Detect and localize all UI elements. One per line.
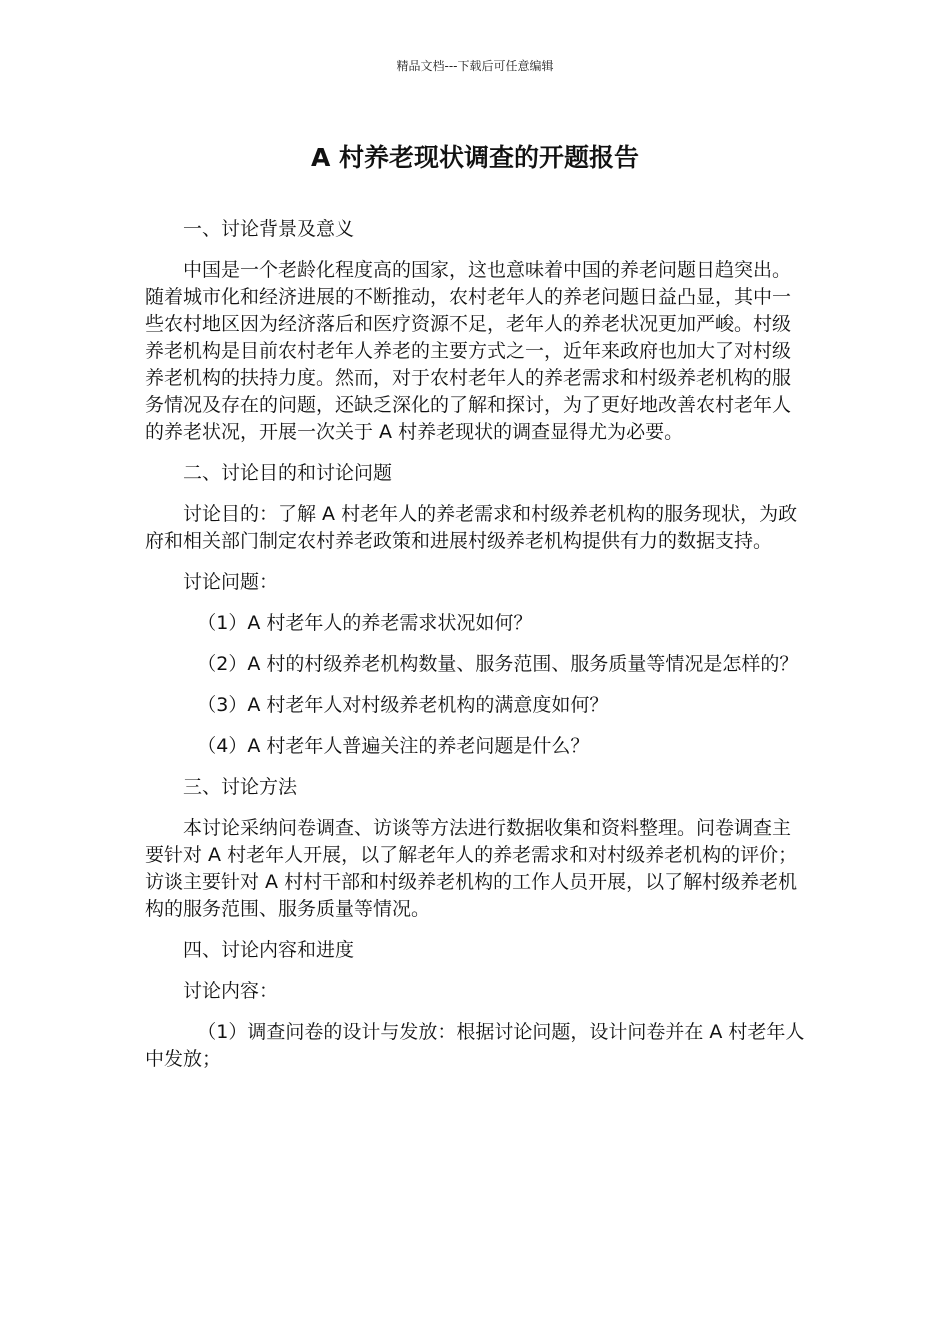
paragraph-purpose: 讨论目的：了解 A 村老年人的养老需求和村级养老机构的服务现状，为政府和相关部门制定农村养老政策和进展村级养老机构提供有力的数据支持。 [145, 503, 798, 552]
question-item-3: （3）A 村老年人对村级养老机构的满意度如何？ [197, 694, 609, 716]
section-heading-purpose: 二、讨论目的和讨论问题 [183, 462, 393, 484]
paragraph-background: 中国是一个老龄化程度高的国家，这也意味着中国的养老问题日趋突出。随着城市化和经济进展的不断推动，农村老年人的养老问题日益凸显，其中一些农村地区因为经济落后和医疗资源不足，老年人的养老状况更加严峻。村级养老机构是目前农村老年人养老的主要方式之一，近年来政府也加大了对村级养老机构的扶持力度。然而，对于农村老年人的养老需求和村级养老机构的服务情况及存在的问题，还缺乏深化的了解和探讨，为了更好地改善农村老年人的养老状况，开展一次关于 A 村养老现状的调查显得尤为必要。 [145, 259, 792, 443]
question-item-4: （4）A 村老年人普遍关注的养老问题是什么？ [197, 735, 590, 757]
question-item-2: （2）A 村的村级养老机构数量、服务范围、服务质量等情况是怎样的？ [197, 653, 799, 675]
section-heading-content: 四、讨论内容和进度 [183, 939, 355, 961]
paragraph-questions-label: 讨论问题： [183, 571, 279, 593]
content-item-1: （1）调查问卷的设计与发放：根据讨论问题，设计问卷并在 A 村老年人中发放； [145, 1021, 805, 1070]
page-header: 精品文档---下载后可任意编辑 [396, 59, 554, 73]
section-heading-methods: 三、讨论方法 [183, 776, 298, 798]
document-body [145, 216, 807, 1087]
document-title: A 村养老现状调查的开题报告 [310, 143, 640, 172]
paragraph-content-label: 讨论内容： [183, 980, 279, 1002]
section-heading-background: 一、讨论背景及意义 [183, 218, 355, 240]
paragraph-methods: 本讨论采纳问卷调查、访谈等方法进行数据收集和资料整理。问卷调查主要针对 A 村老年人开展，以了解老年人的养老需求和对村级养老机构的评价；访谈主要针对 A 村村干部和村级养老机构的工作人员开展，以了解村级养老机构的服务范围、服务质量等情况。 [145, 817, 798, 920]
question-item-1: （1）A 村老年人的养老需求状况如何？ [197, 612, 533, 634]
